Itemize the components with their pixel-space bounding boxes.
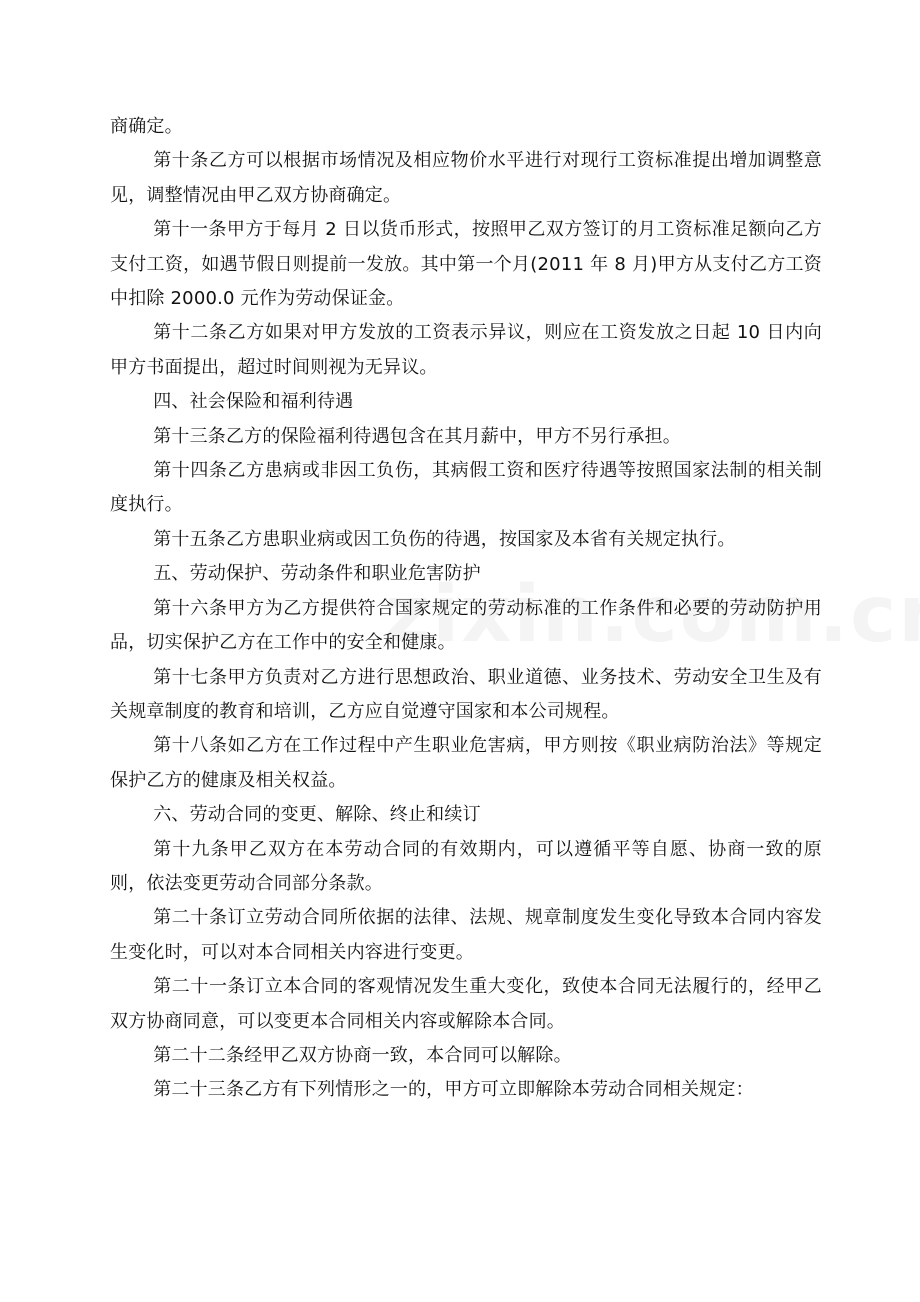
article-20: 第二十条订立劳动合同所依据的法律、法规、规章制度发生变化导致本合同内容发生变化时，可以对本合同相关内容进行变更。 xyxy=(110,907,822,963)
article-18: 第十八条如乙方在工作过程中产生职业危害病，甲方则按《职业病防治法》等规定保护乙方的健康及相关权益。 xyxy=(110,735,822,791)
section-heading-4: 四、社会保险和福利待遇 xyxy=(153,391,354,413)
section-heading-6: 六、劳动合同的变更、解除、终止和续订 xyxy=(153,804,481,826)
article-14: 第十四条乙方患病或非因工负伤，其病假工资和医疗待遇等按照国家法制的相关制度执行。 xyxy=(110,460,822,516)
article-21: 第二十一条订立本合同的客观情况发生重大变化，致使本合同无法履行的，经甲乙双方协商同意，可以变更本合同相关内容或解除本合同。 xyxy=(110,976,822,1032)
article-16: 第十六条甲方为乙方提供符合国家规定的劳动标准的工作条件和必要的劳动防护用品，切实保护乙方在工作中的安全和健康。 xyxy=(110,597,822,654)
paragraph-continuation: 商确定。 xyxy=(110,116,183,137)
article-11: 第十一条甲方于每月 2 日以货币形式，按照甲乙双方签订的月工资标准足额向乙方支付工资，如遇节假日则提前一发放。其中第一个月(2011 年 8 月)甲方从支付乙方工资中扣除 2000.0 元作为劳动保证金。 xyxy=(110,219,822,310)
article-23: 第二十三条乙方有下列情形之一的，甲方可立即解除本劳动合同相关规定： xyxy=(153,1079,754,1101)
article-15: 第十五条乙方患职业病或因工负伤的待遇，按国家及本省有关规定执行。 xyxy=(153,528,736,550)
section-heading-5: 五、劳动保护、劳动条件和职业危害防护 xyxy=(153,563,481,585)
article-13: 第十三条乙方的保险福利待遇包含在其月薪中，甲方不另行承担。 xyxy=(153,425,681,447)
document-page xyxy=(110,110,822,1108)
article-19: 第十九条甲乙双方在本劳动合同的有效期内，可以遵循平等自愿、协商一致的原则，依法变更劳动合同部分条款。 xyxy=(110,838,822,894)
article-10: 第十条乙方可以根据市场情况及相应物价水平进行对现行工资标准提出增加调整意见，调整情况由甲乙双方协商确定。 xyxy=(110,150,822,206)
article-12: 第十二条乙方如果对甲方发放的工资表示异议，则应在工资发放之日起 10 日内向甲方书面提出，超过时间则视为无异议。 xyxy=(110,322,822,378)
article-17: 第十七条甲方负责对乙方进行思想政治、职业道德、业务技术、劳动安全卫生及有关规章制度的教育和培训，乙方应自觉遵守国家和本公司规程。 xyxy=(110,666,822,722)
article-22: 第二十二条经甲乙双方协商一致，本合同可以解除。 xyxy=(153,1044,572,1066)
